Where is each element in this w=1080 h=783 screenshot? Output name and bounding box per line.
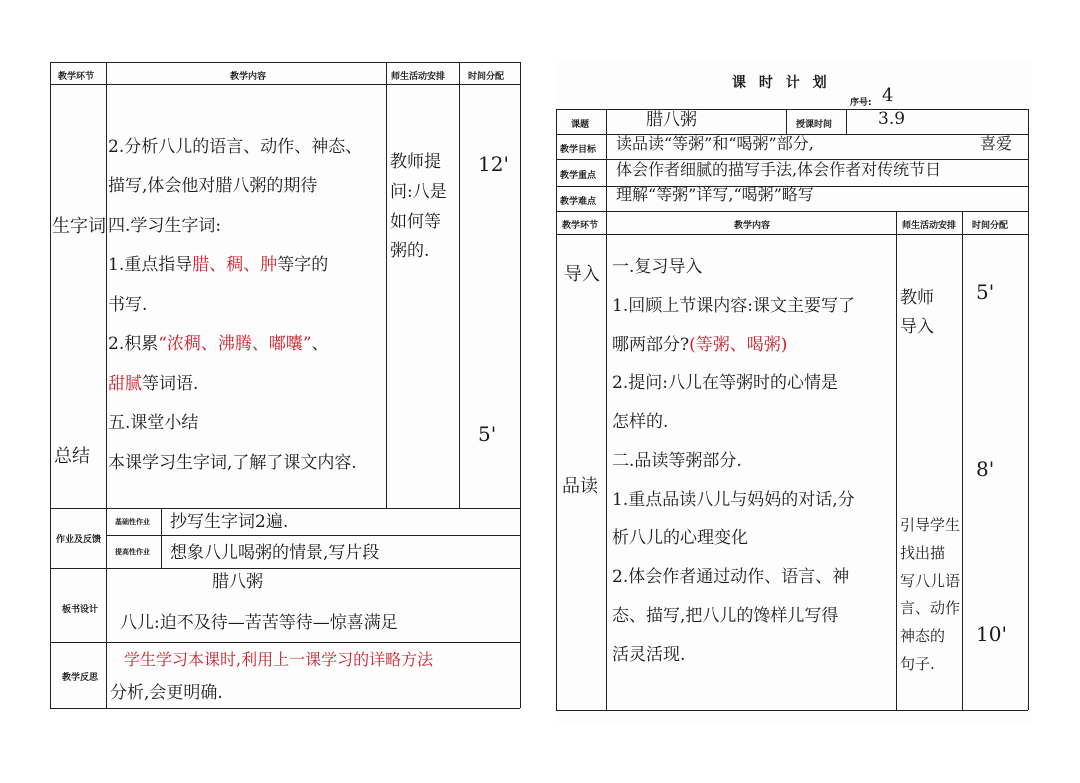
homework-ext: 想象八儿喝粥的情景,写片段 [170,543,380,563]
header-stage: 教学环节 [562,221,599,231]
content-text: 描写,体会他对腊八粥的期待 [108,176,318,197]
content-line [108,128,362,167]
red-annotation: (等粥、喝粥) [689,334,788,355]
stage-label: 导入 [564,264,600,285]
content-text: 书写. [108,294,148,315]
red-annotation: 甜腻 [108,373,142,394]
topic-label: 课题 [571,120,590,130]
board-label: 板书设计 [62,605,99,615]
date-value: 3.9 [878,109,906,129]
reflection-line: 分析,会更明确. [110,683,223,703]
content-text: 1.重点品读八儿与妈妈的对话,分 [612,489,855,510]
content-text: 1.回顾上节课内容:课文主要写了 [612,295,855,316]
content-line [108,167,362,206]
content-line [612,558,855,597]
reflection-label: 教学反思 [62,673,99,683]
header-time: 时间分配 [468,72,505,82]
activity-notes [390,148,447,267]
red-annotation: 腊、稠、肿 [192,255,278,276]
homework-label: 作业及反馈 [56,535,102,545]
content-line [612,519,855,558]
board-line: 八儿:迫不及待—苦苦等待—惊喜满足 [120,613,398,633]
content-line [108,365,362,404]
homework-ext-label: 提高性作业 [115,548,150,556]
activity-line: 如何等 [390,211,441,232]
time-allocation: 12' [478,152,509,176]
content-text: 2.积累 [108,334,159,355]
activity-line: 找出描 [900,543,946,562]
header-time: 时间分配 [972,221,1009,231]
stage-label: 生字词 [52,216,106,237]
time-allocation: 5' [478,422,497,446]
stage-label: 品读 [562,476,598,497]
header-activity: 师生活动安排 [902,221,957,231]
content-text: 2.提问:八儿在等粥时的心情是 [612,373,838,394]
content-text: 五.课堂小结 [108,413,199,434]
content-text: 一.复习导入 [612,257,703,277]
activity-line: 引导学生 [900,516,961,534]
activity-line: 言、动作 [900,599,961,618]
focus-label: 教学重点 [560,171,597,181]
stage-label: 总结 [54,446,90,467]
time-allocation: 10' [976,622,1007,646]
seq-value: 4 [882,85,894,106]
goal-value: 读品读“等粥”和“喝粥”部分, [616,134,814,153]
content-text: 析八儿的心理变化 [612,528,748,549]
date-label: 授课时间 [796,120,833,130]
activity-notes [900,512,960,679]
content-text: 、 [311,334,329,355]
difficulty-label: 教学难点 [560,197,597,207]
content-text: 活灵活现. [612,644,686,665]
activity-line: 问:八是 [390,181,447,202]
right-lesson-page [556,62,1032,722]
homework-basic-label: 基础性作业 [115,518,150,526]
content-line [108,286,362,325]
activity-line: 句子. [900,654,935,673]
content-line [612,481,855,520]
topic-value: 腊八粥 [646,110,697,130]
content-line [612,326,855,365]
goal-label: 教学目标 [560,145,597,155]
content-line [612,403,855,442]
activity-line: 粥的. [390,241,430,262]
content-line [612,597,855,636]
goal-extra: 喜爱 [980,134,1013,153]
lesson-content [108,128,362,483]
content-text: 哪两部分? [612,334,690,355]
homework-basic: 抄写生字词2遍. [170,512,289,532]
content-text: 2.体会作者通过动作、语言、神 [612,567,850,587]
time-allocation: 8' [976,457,995,481]
content-text: 等字的 [277,255,329,276]
content-line [108,246,362,285]
focus-value: 体会作者细腻的描写手法,体会作者对传统节日 [616,160,942,179]
content-line [108,325,362,364]
header-content: 教学内容 [230,72,267,82]
content-line [612,636,855,675]
difficulty-value: 理解“等粥”详写,“喝粥”略写 [616,185,814,204]
header-content: 教学内容 [734,221,771,231]
activity-line: 导入 [900,316,934,337]
header-stage: 教学环节 [58,72,95,82]
activity-line: 教师提 [390,152,441,172]
content-line [108,444,362,483]
content-text: 等词语. [142,373,199,394]
board-title: 腊八粥 [212,572,263,592]
time-allocation: 5' [976,280,995,304]
activity-line: 写八儿语 [900,571,961,590]
content-line [108,404,362,443]
content-line [612,442,855,481]
header-activity: 师生活动安排 [391,72,446,82]
red-annotation: “浓稠、沸腾、嘟囔” [158,334,312,355]
seq-label: 序号: [850,98,872,108]
content-line [612,287,855,326]
content-text: 二.品读等粥部分. [612,450,742,471]
left-lesson-page [50,62,522,710]
content-text: 态、描写,把八儿的馋样儿写得 [612,605,839,626]
activity-notes [900,284,934,342]
activity-line: 教师 [900,288,934,308]
content-text: 2.分析八儿的语言、动作、神态、 [108,137,363,157]
content-text: 怎样的. [612,412,669,432]
content-text: 1.重点指导 [108,255,193,276]
content-line [612,248,855,287]
page-title: 课 时 计 划 [732,75,831,91]
activity-line: 神态的 [900,627,946,645]
content-text: 本课学习生字词,了解了课文内容. [108,452,357,473]
content-line [108,207,362,246]
content-text: 四.学习生字词: [108,215,222,236]
reflection-line: 学生学习本课时,利用上一课学习的详略方法 [124,650,434,669]
lesson-content [612,248,855,674]
content-line [612,364,855,403]
